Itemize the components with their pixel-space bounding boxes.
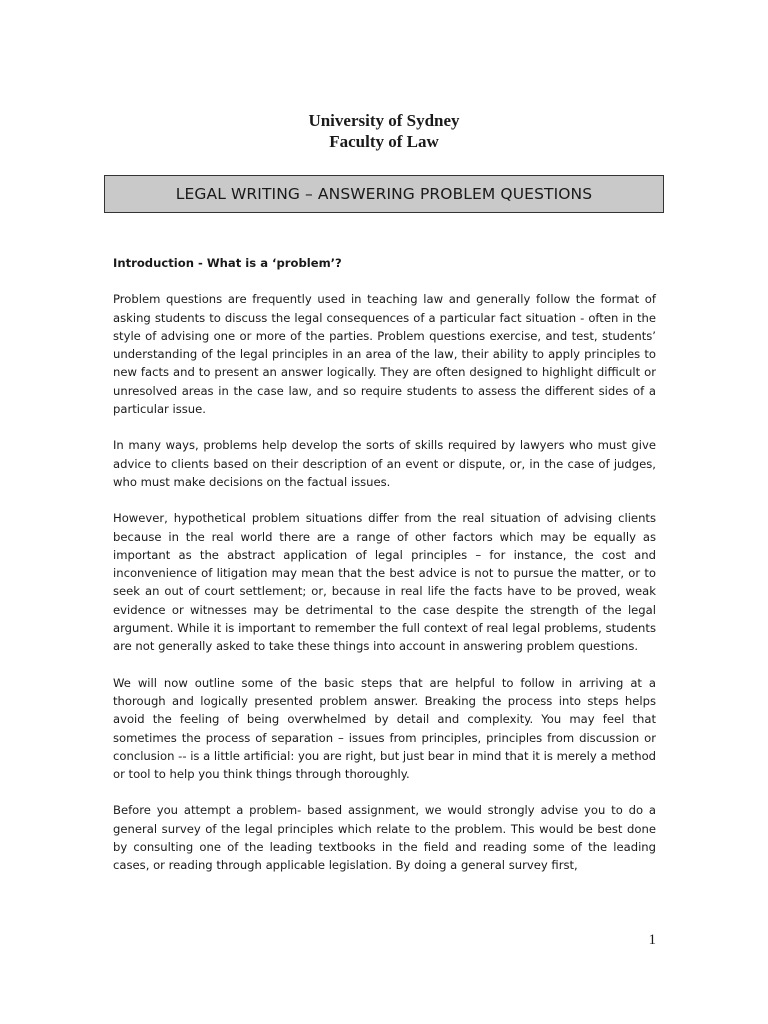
page-number: 1	[648, 932, 656, 948]
paragraph: Before you attempt a problem- based assignment, we would strongly advise you to do a general survey of the legal principles which relate to the problem. This would be best done by consulting one of the leading textbooks in the field and reading some of the leading cases, or reading through applicable legislation. By doing a general survey first,	[113, 803, 656, 873]
paragraph: In many ways, problems help develop the sorts of skills required by lawyers who must give advice to clients based on their description of an event or dispute, or, in the case of judges, who must make decisions on the factual issues.	[113, 438, 656, 489]
section-heading: Introduction - What is a ‘problem’?	[113, 256, 342, 270]
paragraph: Problem questions are frequently used in teaching law and generally follow the format of asking students to discuss the legal consequences of a particular fact situation - often in the style of advising one or more of the parties. Problem questions exercise, and test, students’ understanding of the legal principles in an area of the law, their ability to apply principles to new facts and to present an answer logically. They are often designed to highlight difficult or unresolved areas in the case law, and so require students to assess the different sides of a particular issue.	[113, 292, 656, 417]
university-name: University of Sydney	[308, 111, 460, 130]
document-body	[113, 254, 656, 893]
paragraph: We will now outline some of the basic steps that are helpful to follow in arriving at a thorough and logically presented problem answer. Breaking the process into steps helps avoid the feeling of being overwhelmed by detail and complexity. You may feel that sometimes the process of separation – issues from principles, principles from discussion or conclusion -- is a little artificial: you are right, but just bear in mind that it is merely a method or tool to help you think things through thoroughly.	[113, 675, 657, 782]
paragraph: However, hypothetical problem situations differ from the real situation of advising clients because in the real world there are a range of other factors which may be equally as important as the abstract application of legal principles – for instance, the cost and inconvenience of litigation may mean that the best advice is not to pursue the matter, or to seek an out of court settlement; or, because in real life the facts have to be proved, weak evidence or witnesses may be detrimental to the case despite the strength of the legal argument. While it is important to remember the full context of real legal problems, students are not generally asked to take these things into account in answering problem questions.	[113, 511, 656, 654]
document-title-box	[104, 175, 664, 213]
document-title: LEGAL WRITING – ANSWERING PROBLEM QUESTIONS	[175, 185, 593, 203]
faculty-name: Faculty of Law	[329, 132, 439, 151]
document-header	[0, 110, 768, 152]
